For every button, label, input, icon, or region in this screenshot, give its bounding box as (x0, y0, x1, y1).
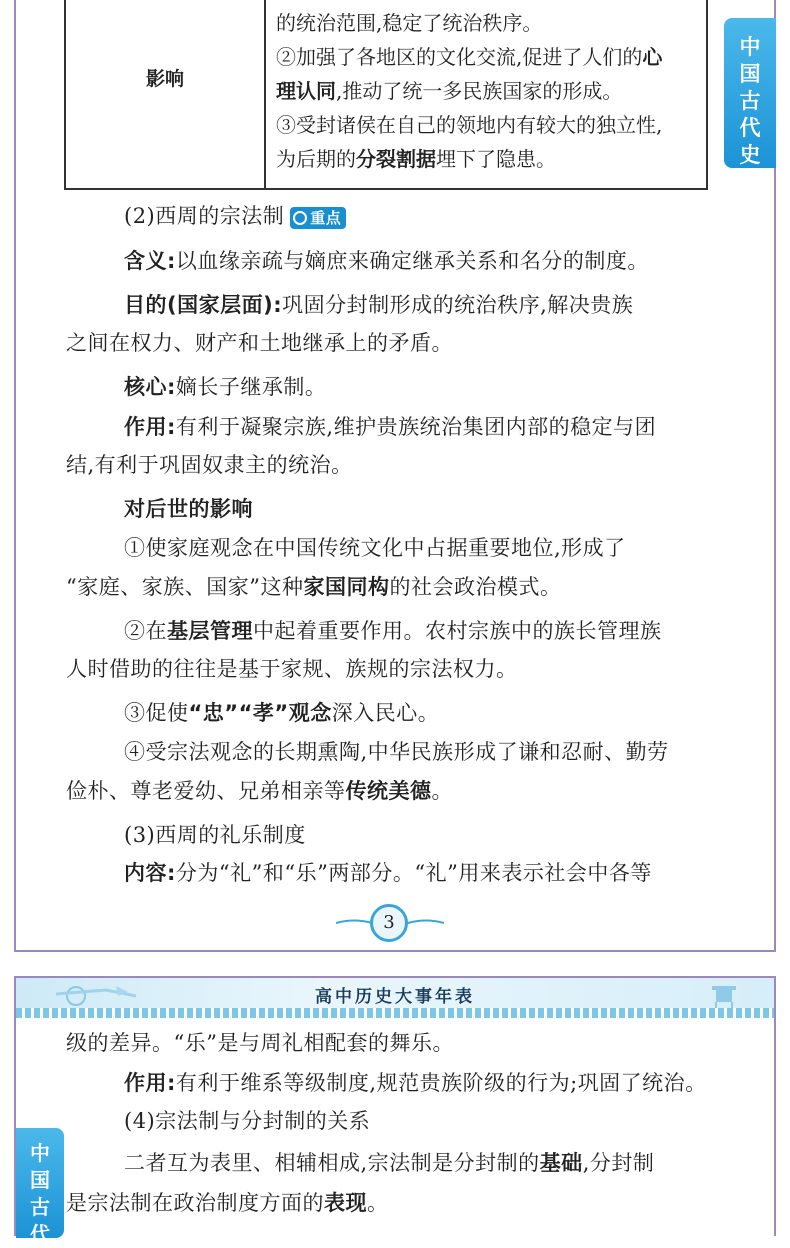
bronze-vessel-icon (704, 980, 744, 1008)
body-line (124, 533, 770, 563)
bold-term: 含义: (124, 249, 176, 273)
text-run: 。 (431, 779, 453, 803)
bold-term: 分裂割据 (356, 147, 436, 171)
body-line (124, 1148, 770, 1178)
impact-table (64, 0, 708, 190)
table-content-cell (276, 6, 700, 176)
bold-term: 心 (642, 45, 663, 69)
side-tab-char: 中 (30, 1141, 50, 1165)
text-run: 是宗法制在政治制度方面的 (66, 1191, 324, 1215)
search-icon (293, 211, 307, 225)
body-line (66, 1028, 712, 1058)
badge-label: 重点 (310, 208, 342, 227)
text-run: 人时借助的往往是基于家规、族规的宗法权力。 (66, 657, 518, 681)
section-heading (124, 201, 770, 231)
text-run: 分为“礼”和“乐”两部分。“礼”用来表示社会中各等 (175, 861, 652, 885)
bold-term: 目的(国家层面): (124, 293, 283, 317)
bold-term: 内容: (124, 861, 176, 885)
body-line (124, 372, 770, 402)
body-line (124, 616, 770, 646)
text-run: ②加强了各地区的文化交流,促进了人们的 (276, 45, 643, 69)
body-line (124, 1106, 770, 1136)
body-line (124, 858, 770, 888)
body-line (124, 698, 770, 728)
text-run: ③受封诸侯在自己的领地内有较大的独立性, (276, 113, 663, 137)
body-line (66, 1188, 712, 1218)
body-line (124, 1068, 770, 1098)
table-cell-line (276, 74, 700, 108)
text-run: 深入民心。 (331, 701, 440, 725)
body-line (124, 290, 770, 320)
key-point-badge (290, 207, 346, 229)
running-header (16, 978, 774, 1018)
body-line (66, 776, 712, 806)
side-tab-char: 代 (739, 116, 761, 140)
text-run: 的社会政治模式。 (389, 575, 562, 599)
body-line (124, 820, 770, 850)
text-run: ②在 (124, 619, 167, 643)
bold-term: 作用: (124, 415, 176, 439)
text-run: ①使家庭观念在中国传统文化中占据重要地位,形成了 (124, 536, 626, 560)
body-line (66, 654, 712, 684)
section-title: (2)西周的宗法制 (124, 204, 285, 228)
bold-term: “忠”“孝”观念 (188, 701, 332, 725)
table-row-label: 影响 (145, 68, 184, 90)
text-run: 嫡长子继承制。 (175, 375, 327, 399)
body-line (124, 494, 770, 524)
text-run: 二者互为表里、相辅相成,宗法制是分封制的 (124, 1151, 540, 1175)
side-tab-char: 古 (30, 1195, 50, 1219)
body-line (66, 450, 712, 480)
table-cell-line (276, 142, 700, 176)
table-row-label-cell (66, 0, 266, 188)
side-tab-char: 史 (739, 143, 761, 167)
text-run: 巩固分封制形成的统治秩序,解决贵族 (282, 293, 634, 317)
text-run: (4)宗法制与分封制的关系 (124, 1109, 371, 1133)
bold-term: 核心: (124, 375, 176, 399)
side-tab-char: 中 (739, 35, 761, 59)
table-cell-line (276, 108, 700, 142)
side-tab-char: 代 (30, 1222, 50, 1246)
text-run: “家庭、家族、国家”这种 (66, 575, 304, 599)
bold-term: 家国同构 (303, 575, 390, 599)
text-run: 以血缘亲疏与嫡庶来确定继承关系和名分的制度。 (175, 249, 649, 273)
page-number: 3 (370, 904, 408, 942)
text-run: ,推动了统一多民族国家的形成。 (336, 79, 623, 103)
bold-term: 基础 (539, 1151, 583, 1175)
bold-term: 表现 (324, 1191, 367, 1215)
body-line (66, 328, 712, 358)
page-gap (0, 952, 790, 976)
text-run: (3)西周的礼乐制度 (124, 823, 306, 847)
text-run: 有利于维系等级制度,规范贵族阶级的行为;巩固了统治。 (175, 1071, 707, 1095)
text-run: ,分封制 (582, 1151, 655, 1175)
text-run: 结,有利于巩固奴隶主的统治。 (66, 453, 353, 477)
body-line (124, 246, 770, 276)
text-run: 埋下了隐患。 (436, 147, 556, 171)
bold-term: 理认同 (276, 79, 336, 103)
bold-term: 基层管理 (167, 619, 253, 643)
page-number-medallion (360, 902, 420, 942)
text-run: 俭朴、尊老爱幼、兄弟相亲等 (66, 779, 346, 803)
header-title: 高中历史大事年表 (315, 987, 475, 1007)
header-pattern-band (16, 1008, 774, 1018)
table-cell-line (276, 40, 700, 74)
text-run: ③促使 (124, 701, 189, 725)
text-run: 之间在权力、财产和土地继承上的矛盾。 (66, 331, 453, 355)
text-run: 级的差异。“乐”是与周礼相配套的舞乐。 (66, 1031, 454, 1055)
bold-term: 传统美德 (345, 779, 432, 803)
text-run: 。 (367, 1191, 389, 1215)
text-run: 中起着重要作用。农村宗族中的族长管理族 (253, 619, 662, 643)
body-line (124, 412, 770, 442)
bold-term: 对后世的影响 (124, 497, 253, 521)
chapter-side-tab[interactable] (724, 18, 776, 168)
side-tab-char: 国 (30, 1168, 50, 1192)
text-run: 的统治范围,稳定了统治秩序。 (276, 11, 543, 35)
side-tab-char: 国 (739, 62, 761, 86)
table-cell-line (276, 6, 700, 40)
text-run: 为后期的 (276, 147, 356, 171)
body-line (66, 572, 712, 602)
body-line (124, 737, 770, 767)
chapter-side-tab-lower[interactable] (16, 1128, 64, 1246)
text-run: 有利于凝聚宗族,维护贵族统治集团内部的稳定与团 (175, 415, 657, 439)
bold-term: 作用: (124, 1071, 176, 1095)
text-run: ④受宗法观念的长期熏陶,中华民族形成了谦和忍耐、勤劳 (124, 740, 669, 764)
side-tab-char: 古 (739, 89, 761, 113)
